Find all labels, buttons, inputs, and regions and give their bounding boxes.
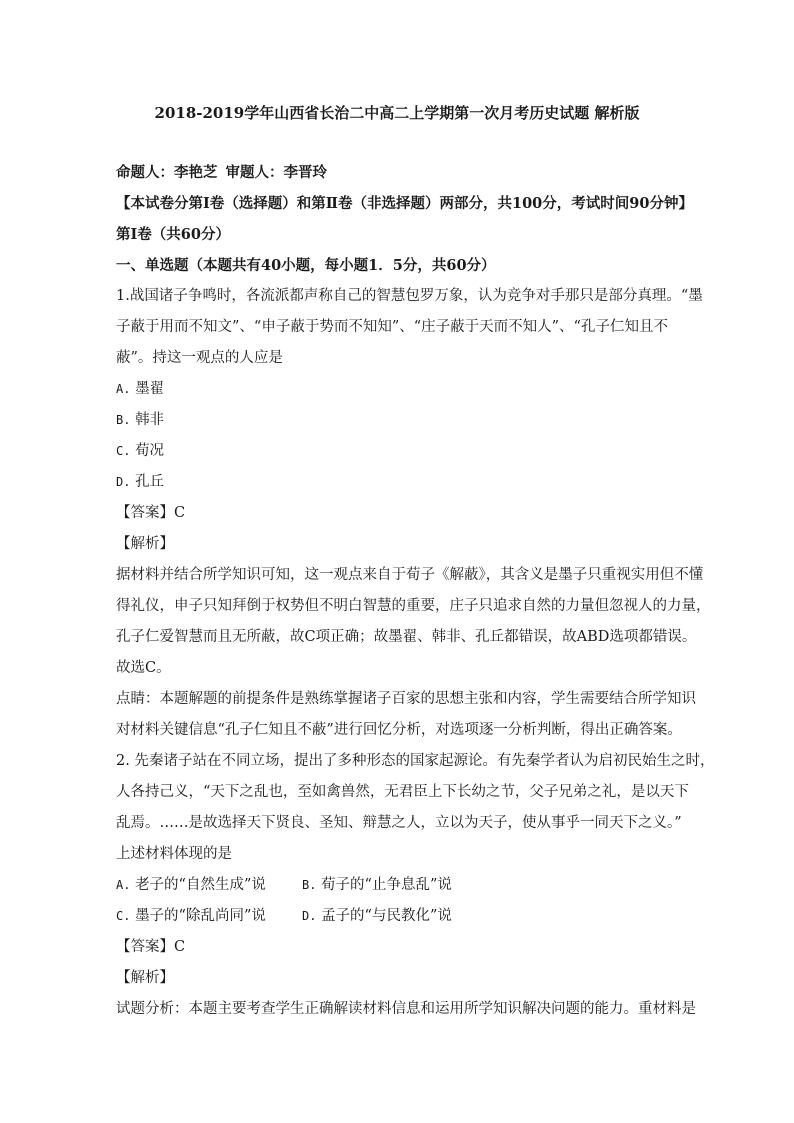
option-letter: B. [116, 413, 131, 427]
q1-analysis-line: 故选C。 [116, 660, 171, 676]
option-text: 荀况 [135, 443, 165, 459]
part1-title: 第Ⅰ卷（共60分） [116, 226, 230, 243]
exam-notice: 【本试卷分第Ⅰ卷（选择题）和第Ⅱ卷（非选择题）两部分，共100分，考试时间90分钟】 [116, 195, 693, 212]
q2-options-row-2 [116, 901, 686, 932]
q1-option-d [116, 467, 686, 498]
q1-option-b [116, 405, 686, 436]
q1-analysis-line: 孔子仁爱智慧而且无所蔽，故C项正确；故墨翟、韩非、孔丘都错误，故ABD选项都错误。 [116, 629, 697, 645]
option-letter: D. [302, 909, 317, 923]
option-text: 墨子的“除乱尚同”说 [135, 908, 266, 924]
q2-options-row-1 [116, 870, 686, 901]
q2-option-b [302, 870, 452, 901]
option-letter: C. [116, 444, 131, 458]
q2-stem-line: 上述材料体现的是 [116, 846, 232, 862]
setter-label: 命题人：李艳芝 [116, 164, 218, 181]
q1-analysis-line: 据材料并结合所学知识可知，这一观点来自于荀子《解蔽》，其含义是墨子只重视实用但不懂 [116, 567, 704, 583]
option-text: 孔丘 [135, 474, 165, 490]
option-text: 韩非 [135, 412, 165, 428]
option-letter: D. [116, 475, 131, 489]
question-2 [116, 746, 715, 1025]
q1-option-a [116, 374, 686, 405]
q2-option-d [302, 901, 452, 932]
q1-comment-line: 对材料关键信息“孔子仁知且不蔽”进行回忆分析，对选项逐一分析判断，得出正确答案。 [116, 722, 682, 738]
section1-title: 一、单选题（本题共有40小题，每小题1．5分，共60分） [116, 257, 496, 274]
option-letter: B. [302, 878, 317, 892]
option-letter: C. [116, 909, 131, 923]
question-1 [116, 281, 711, 746]
option-text: 孟子的“与民教化”说 [321, 908, 452, 924]
q2-stem-line: 乱焉。……是故选择天下贤良、圣知、辩慧之人，立以为天子，使从事乎一同天下之义。” [116, 815, 682, 831]
authors-line [116, 157, 686, 188]
option-text: 荀子的“止争息乱”说 [321, 877, 452, 893]
q1-answer: 【答案】C [116, 505, 186, 521]
q2-analysis-label: 【解析】 [116, 970, 174, 986]
reviewer-label: 审题人：李晋玲 [225, 164, 327, 181]
q1-stem-line: 1.战国诸子争鸣时，各流派都声称自己的智慧包罗万象，认为竞争对手那只是部分真理。“墨 [116, 288, 703, 304]
q1-analysis-label: 【解析】 [116, 536, 174, 552]
q2-stem-line: 人各持己义，“天下之乱也，至如禽兽然，无君臣上下长幼之节，父子兄弟之礼，是以天下 [116, 784, 689, 800]
q2-stem-line: 2. 先秦诸子站在不同立场，提出了多种形态的国家起源论。有先秦学者认为启初民始生之时， [116, 753, 715, 769]
document-title: 2018-2019学年山西省长治二中高二上学期第一次月考历史试题 解析版 [154, 104, 640, 122]
q1-stem-line: 蔽”。持这一观点的人应是 [116, 350, 283, 366]
q1-stem-line: 子蔽于用而不知文”、“申子蔽于势而不知知”、“庄子蔽于天而不知人”、“孔子仁知且不 [116, 319, 668, 335]
option-text: 老子的“自然生成”说 [135, 877, 266, 893]
option-text: 墨翟 [135, 381, 165, 397]
q1-analysis-line: 得礼仪，申子只知拜倒于权势但不明白智慧的重要，庄子只追求自然的力量但忽视人的力量， [116, 598, 711, 614]
document-body [116, 157, 715, 1025]
q2-analysis-line: 试题分析：本题主要考查学生正确解读材料信息和运用所学知识解决问题的能力。重材料是 [116, 1001, 696, 1017]
q2-option-a [116, 870, 302, 901]
option-letter: A. [116, 878, 131, 892]
q2-answer: 【答案】C [116, 939, 186, 955]
q1-option-c [116, 436, 686, 467]
option-letter: A. [116, 382, 131, 396]
q1-comment-line: 点睛：本题解题的前提条件是熟练掌握诸子百家的思想主张和内容，学生需要结合所学知识 [116, 691, 696, 707]
q2-option-c [116, 901, 302, 932]
